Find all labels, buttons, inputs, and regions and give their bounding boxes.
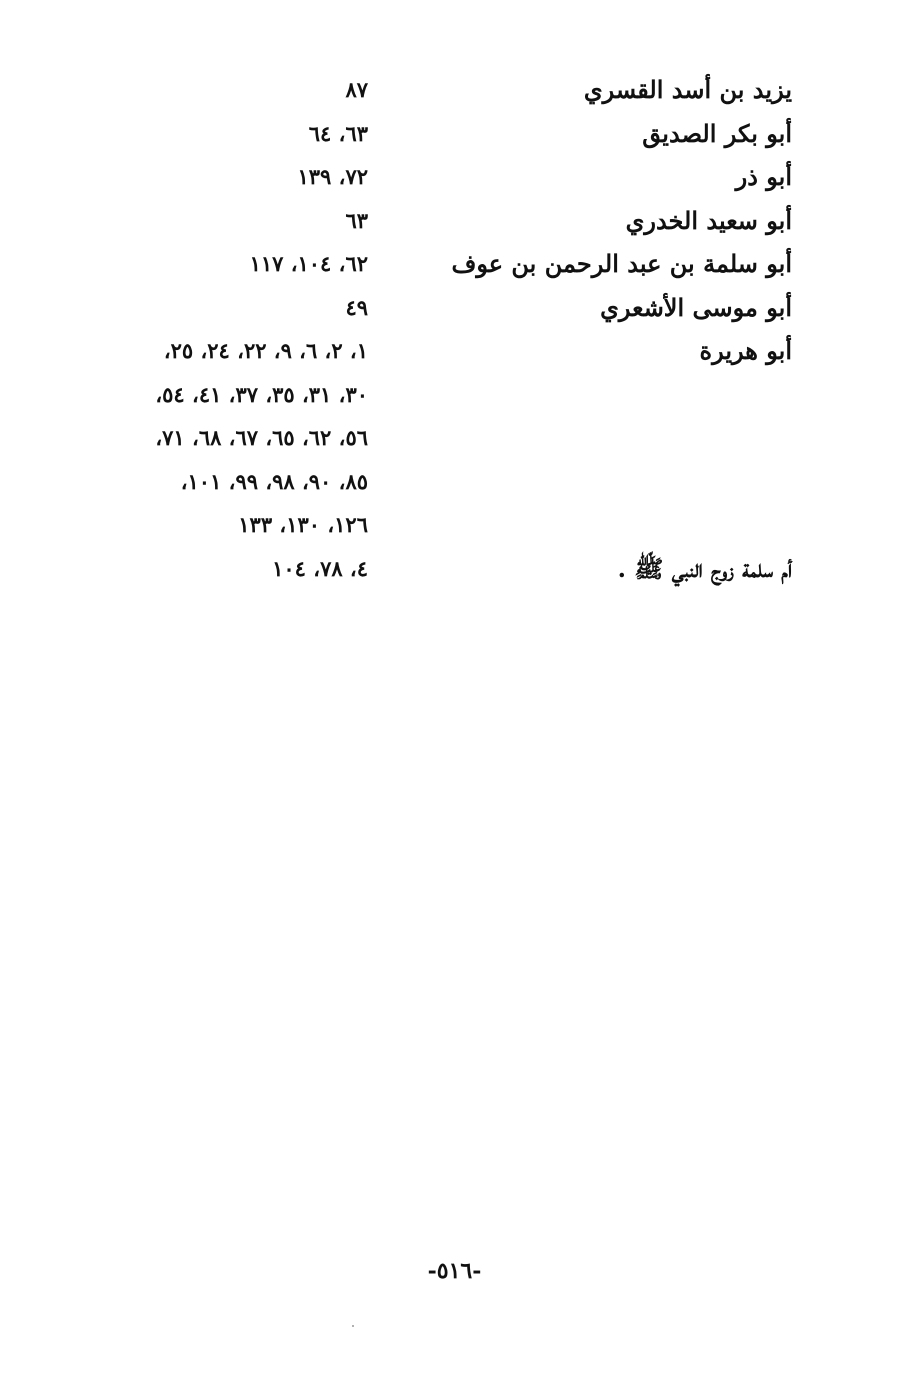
entry-pages: ٥٦، ٦٢، ٦٥، ٦٧، ٦٨، ٧١، bbox=[155, 425, 368, 450]
entry-pages: ١، ٢، ٦، ٩، ٢٢، ٢٤، ٢٥، bbox=[163, 338, 368, 363]
name-index-list bbox=[0, 68, 909, 590]
index-entry bbox=[0, 68, 909, 112]
entry-pages: ٣٠، ٣١، ٣٥، ٣٧، ٤١، ٥٤، bbox=[155, 381, 368, 407]
index-entry-continuation bbox=[0, 503, 909, 547]
entry-name: أبو سلمة بن عبد الرحمن بن عوف bbox=[451, 249, 792, 278]
entry-pages: ٧٢، ١٣٩ bbox=[297, 164, 368, 189]
page-number: -٥١٦- bbox=[427, 1258, 482, 1284]
index-entry bbox=[0, 112, 909, 156]
index-entry bbox=[0, 155, 909, 199]
entry-pages: ٦٢، ١٠٤، ١١٧ bbox=[249, 251, 368, 276]
entry-name: أم سلمة زوج النبي ﷺ . bbox=[617, 553, 792, 583]
index-entry bbox=[0, 242, 909, 286]
entry-pages: ٦٣، ٦٤ bbox=[308, 120, 368, 146]
index-entry-continuation bbox=[0, 460, 909, 504]
index-entry bbox=[0, 547, 909, 591]
entry-pages: ٦٣ bbox=[345, 207, 368, 233]
index-entry-continuation bbox=[0, 416, 909, 460]
entry-name: يزيد بن أسد القسري bbox=[583, 75, 792, 104]
entry-name: أبو ذر bbox=[735, 162, 792, 191]
index-entry bbox=[0, 329, 909, 373]
index-entry bbox=[0, 286, 909, 330]
entry-name: أبو سعيد الخدري bbox=[625, 205, 792, 235]
entry-name: أبو هريرة bbox=[699, 336, 792, 365]
index-entry bbox=[0, 199, 909, 243]
entry-pages: ٤٩ bbox=[345, 294, 368, 320]
entry-name: أبو موسى الأشعري bbox=[600, 292, 792, 322]
entry-pages: ٨٧ bbox=[345, 77, 368, 102]
index-entry-continuation bbox=[0, 373, 909, 417]
scan-speck bbox=[352, 1325, 354, 1327]
entry-name: أبو بكر الصديق bbox=[642, 118, 792, 148]
entry-pages: ٤، ٧٨، ١٠٤ bbox=[272, 555, 368, 581]
entry-pages: ١٢٦، ١٣٠، ١٣٣ bbox=[238, 512, 368, 537]
entry-pages: ٨٥، ٩٠، ٩٨، ٩٩، ١٠١، bbox=[180, 468, 368, 494]
